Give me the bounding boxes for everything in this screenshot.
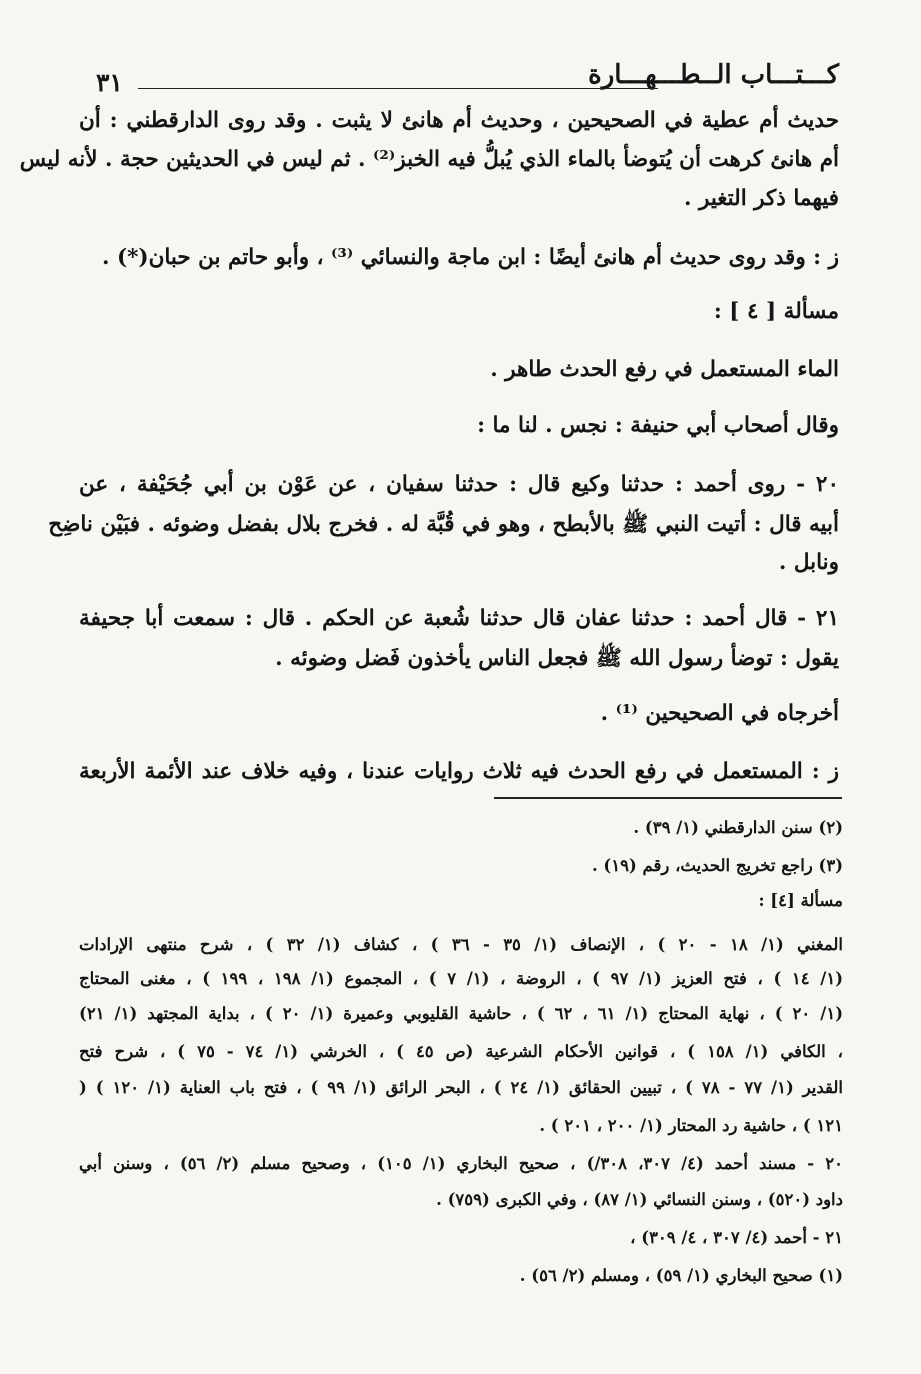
footnote-line: (١/ ٢٠ ) ، نهاية المحتاج (١/ ٦١ ، ٦٢ ) ، حاشية القليوبي وعميرة (١/ ٢٠ ) ، بداية المجتهد (١/ ٢١) [79,1004,843,1023]
header-rule [138,88,658,89]
body-line: ز : وقد روى حديث أم هانئ أيضًا : ابن ماجة والنسائي ⁽³⁾ ، وأبو حاتم بن حبان(*) . [102,245,839,270]
body-line: ٢١ - قال أحمد : حدثنا عفان قال حدثنا شُعبة عن الحكم . قال : سمعت أبا جحيفة [79,606,839,631]
footnote-line: داود (٥٢٠) ، وسنن النسائي (١/ ٨٧) ، وفي الكبرى (٧٥٩) . [436,1190,843,1209]
running-header-title: كـــتـــاب الــطـــهـــارة [588,60,839,90]
footnote-line: (١/ ١٤ ) ، فتح العزيز (١/ ٩٧ ) ، الروضة ، (١/ ٧ ) ، المجموع (١/ ١٩٨ ، ١٩٩ ) ، مغنى المحتاج [79,969,843,988]
body-line: ز : المستعمل في رفع الحدث فيه ثلاث روايات عندنا ، وفيه خلاف عند الأئمة الأربعة [79,759,839,784]
footnote-heading: مسألة [٤] : [758,891,843,910]
footnote-line: ١٢١ ) ، حاشية رد المحتار (١/ ٢٠٠ ، ٢٠١ ) . [539,1116,843,1135]
footnote-line: (٣) راجع تخريج الحديث، رقم (١٩) . [591,856,843,875]
footnote-line: القدير (١/ ٧٧ - ٧٨ ) ، تبيين الحقائق (١/ ٢٤ ) ، البحر الرائق (١/ ٩٩ ) ، فتح باب العناية (١/ ١٢٠ ) ( [79,1078,844,1097]
body-line: أخرجاه في الصحيحين ⁽¹⁾ . [600,701,839,726]
body-line: حديث أم عطية في الصحيحين ، وحديث أم هانئ لا يثبت . وقد روى الدارقطني : أن [79,108,839,133]
footnote-line: ، الكافي (١/ ١٥٨ ) ، قوانين الأحكام الشرعية (ص ٤٥ ) ، الخرشي (١/ ٧٤ - ٧٥ ) ، شرح فتح [79,1042,843,1061]
body-line: وقال أصحاب أبي حنيفة : نجس . لنا ما : [477,413,839,438]
body-line: ٢٠ - روى أحمد : حدثنا وكيع قال : حدثنا سفيان ، عن عَوْن بن أبي جُحَيْفة ، عن [79,472,839,497]
footnote-line: (٢) سنن الدارقطني (١/ ٣٩) . [633,818,843,837]
body-line: أبيه قال : أتيت النبي ﷺ بالأبطح ، وهو في قُبَّة له . فخرج بلال بفضل وضوئه . فبَيْن ناضِح [48,512,839,537]
body-line: أم هانئ كرهت أن يُتوضأ بالماء الذي يُبلُّ فيه الخبز⁽²⁾ . ثم ليس في الحديثين حجة . لأنه ليس [19,147,839,172]
footnote-line: ٢٠ - مسند أحمد (٤/ ٣٠٧، ٣٠٨/) ، صحيح البخاري (١/ ١٠٥) ، وصحيح مسلم (٢/ ٥٦) ، وسنن أبي [79,1154,843,1173]
body-line: يقول : توضأ رسول الله ﷺ فجعل الناس يأخذون فَضل وضوئه . [275,646,839,671]
footnote-rule [494,797,842,799]
issue-heading: مسألة [ ٤ ] : [713,299,839,324]
page-number: ٣١ [96,68,123,97]
footnote-line: ٢١ - أحمد (٤/ ٣٠٧ ، ٤/ ٣٠٩) ، [630,1228,843,1247]
footnote-line: (١) صحيح البخاري (١/ ٥٩) ، ومسلم (٢/ ٥٦) . [519,1266,843,1285]
body-line: ونابل . [778,550,839,575]
body-line: الماء المستعمل في رفع الحدث طاهر . [490,357,839,382]
footnote-line: المغني (١/ ١٨ - ٢٠ ) ، الإنصاف (١/ ٣٥ - ٣٦ ) ، كشاف (١/ ٣٢ ) ، شرح منتهى الإرادات [79,935,844,954]
body-line: فيهما ذكر التغير . [683,186,839,211]
